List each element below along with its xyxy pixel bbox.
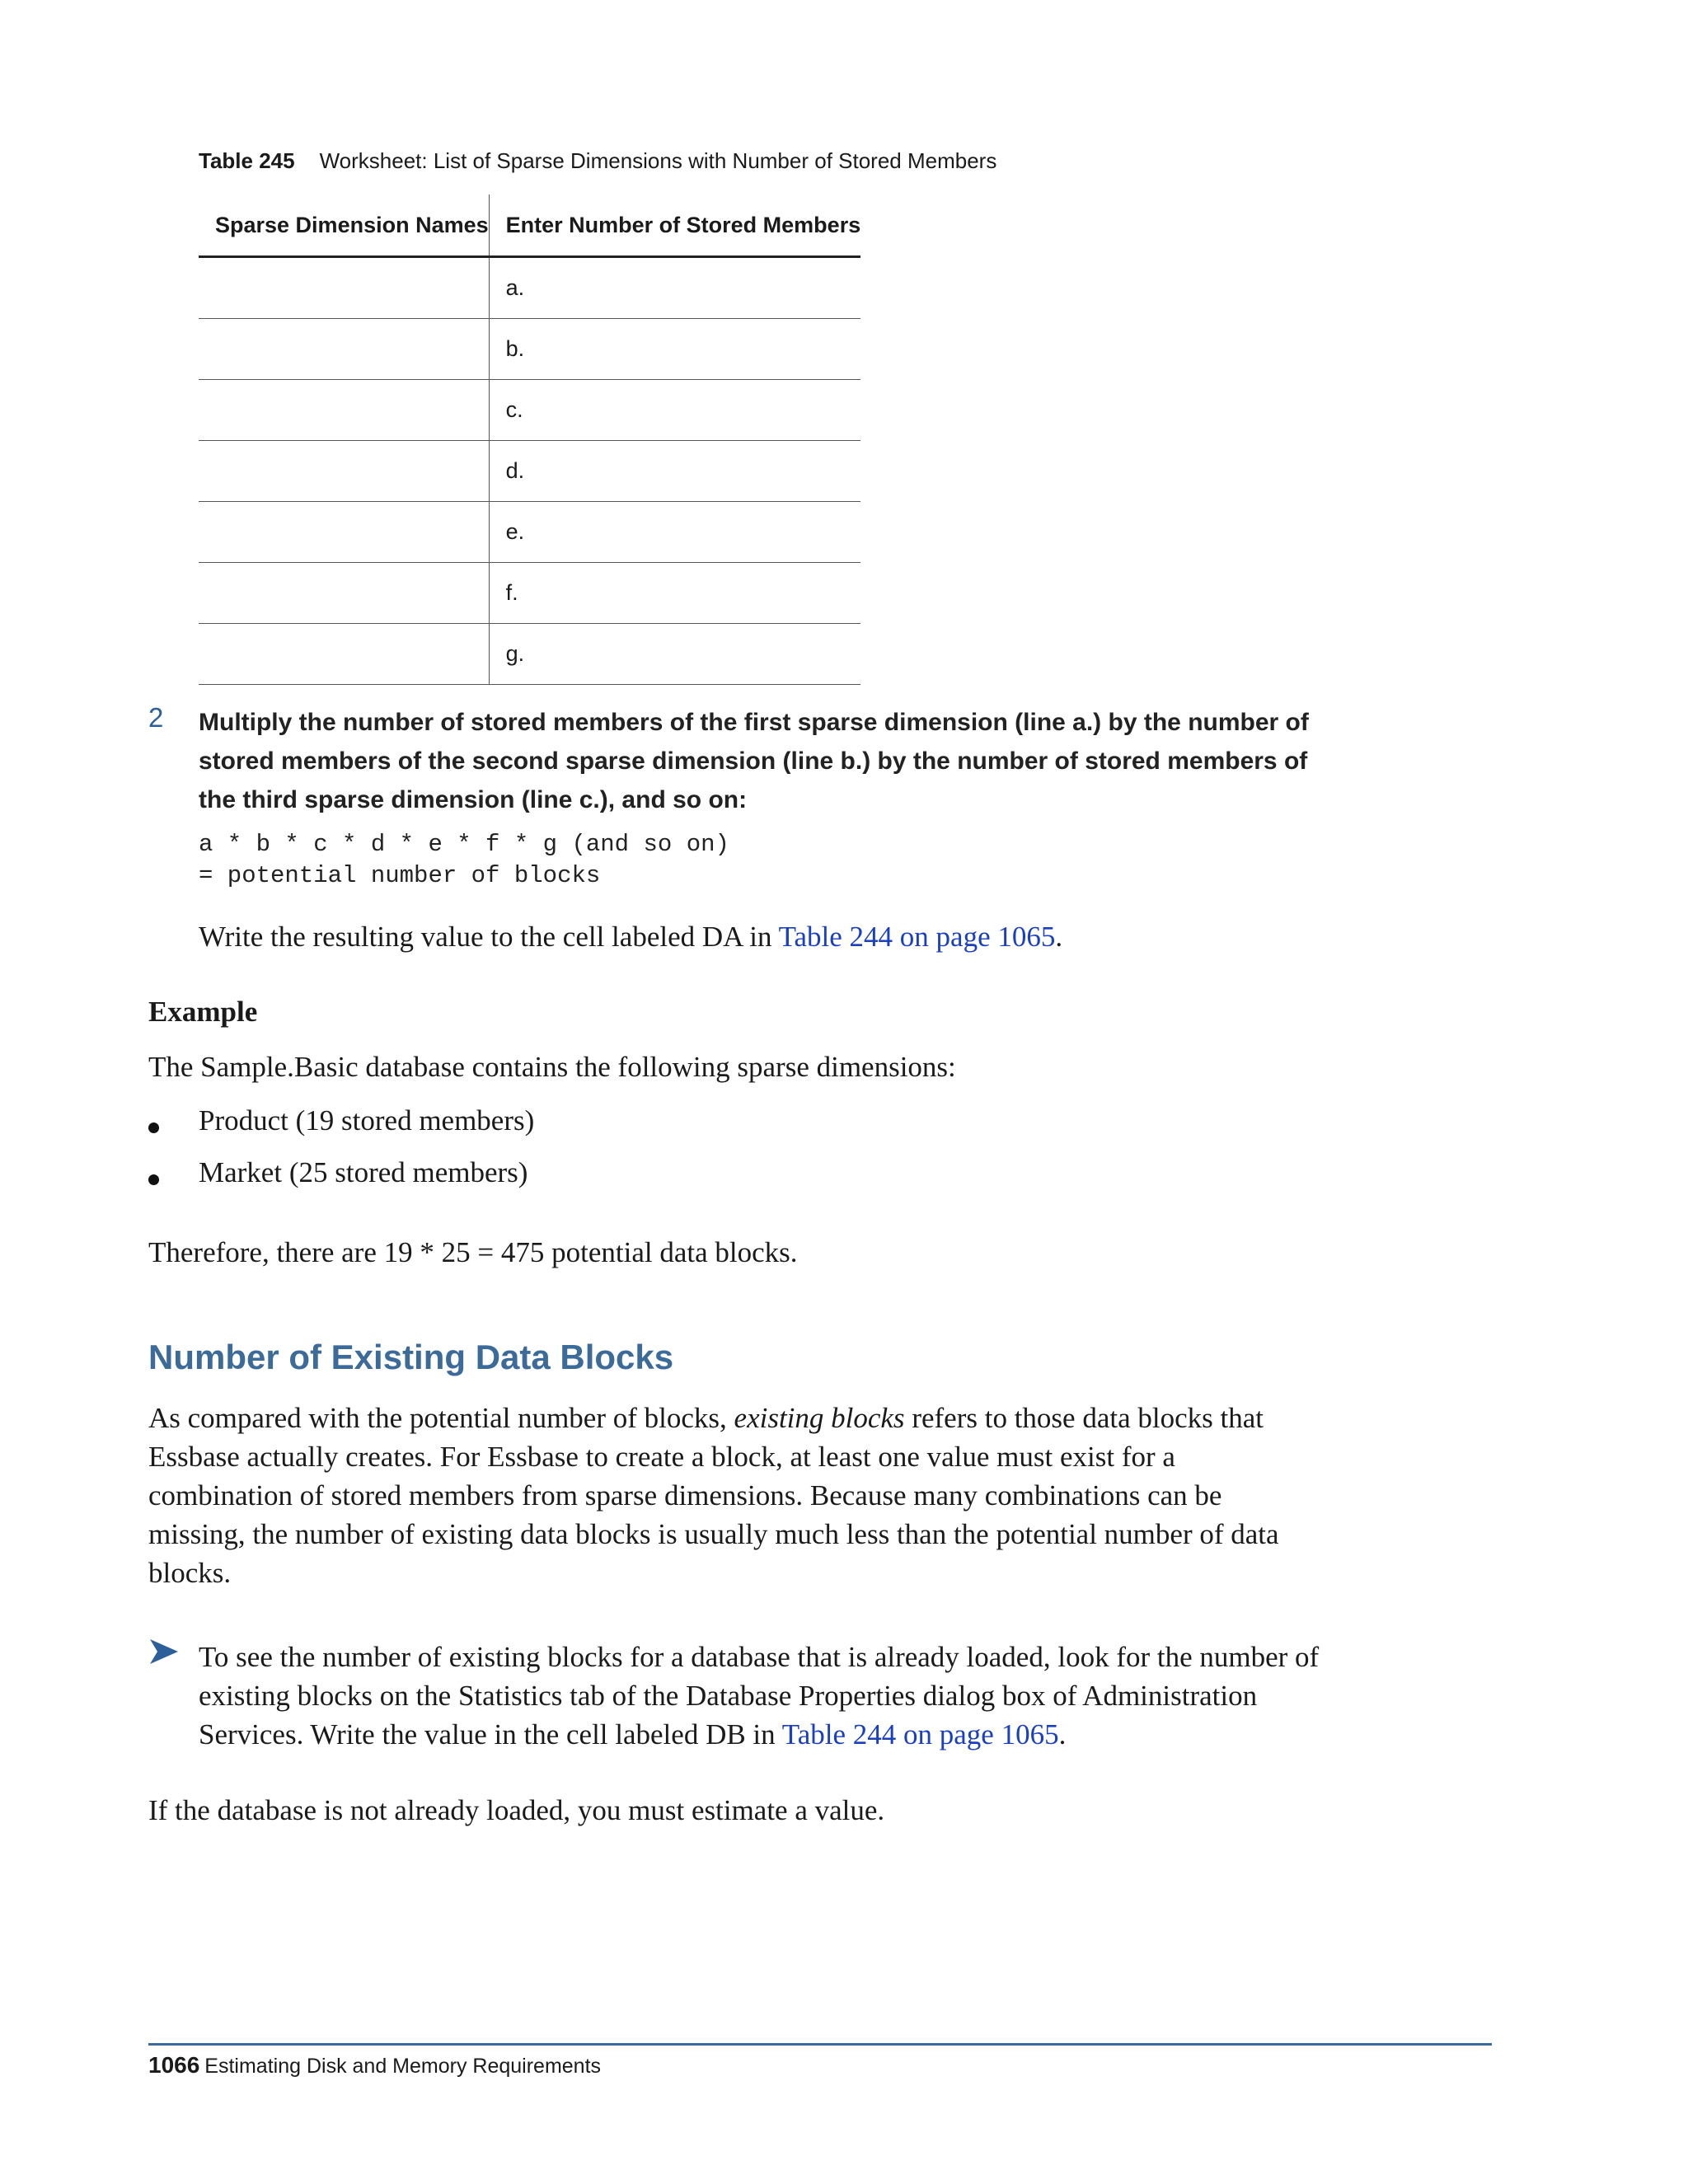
stored-members-cell: f. bbox=[489, 563, 860, 624]
stored-members-cell: b. bbox=[489, 319, 860, 380]
final-paragraph: If the database is not already loaded, you must estimate a value. bbox=[148, 1794, 885, 1826]
stored-members-cell: d. bbox=[489, 441, 860, 502]
table-row bbox=[199, 257, 860, 319]
example-intro: The Sample.Basic database contains the following sparse dimensions: bbox=[148, 1051, 956, 1083]
table-title: Worksheet: List of Sparse Dimensions with Number of Stored Members bbox=[319, 148, 997, 173]
table-row bbox=[199, 319, 860, 380]
dimension-name-cell bbox=[199, 319, 489, 380]
existing-blocks-term: existing blocks bbox=[734, 1402, 905, 1434]
table-244-link[interactable]: Table 244 on page 1065 bbox=[778, 921, 1056, 953]
dimension-name-cell bbox=[199, 441, 489, 502]
example-heading: Example bbox=[148, 996, 258, 1028]
worksheet-table bbox=[199, 194, 861, 685]
dimension-name-cell bbox=[199, 563, 489, 624]
procedure-text bbox=[199, 1638, 1320, 1754]
stored-members-cell: c. bbox=[489, 380, 860, 441]
page-number: 1066 bbox=[148, 2052, 200, 2078]
table-244-link-2[interactable]: Table 244 on page 1065 bbox=[781, 1718, 1059, 1750]
stored-members-cell: a. bbox=[489, 257, 860, 319]
section-paragraph-start: As compared with the potential number of blocks, bbox=[148, 1402, 734, 1434]
table-header-row bbox=[199, 194, 860, 257]
dimension-name-cell bbox=[199, 380, 489, 441]
step-number: 2 bbox=[148, 702, 164, 733]
bullet-dot-icon bbox=[148, 1174, 159, 1185]
example-conclusion: Therefore, there are 19 * 25 = 475 potential data blocks. bbox=[148, 1236, 798, 1268]
dimension-name-cell bbox=[199, 502, 489, 563]
section-paragraph bbox=[148, 1399, 1319, 1592]
table-row bbox=[199, 380, 860, 441]
table-row bbox=[199, 563, 860, 624]
bullet-item-market: Market (25 stored members) bbox=[199, 1156, 528, 1188]
dimension-name-cell bbox=[199, 257, 489, 319]
write-result-text: Write the resulting value to the cell labeled DA in bbox=[199, 921, 779, 953]
procedure-text-body: To see the number of existing blocks for a database that is already loaded, look for the number of existing blocks on the Statistics tab of the Database Properties dialog box of Administration Services. Write the value in the cell labeled DB in bbox=[199, 1641, 1320, 1750]
stored-members-cell: e. bbox=[489, 502, 860, 563]
section-paragraph-rest: refers to those data blocks that Essbase actually creates. For Essbase to create a block, at least one value must exist for a combination of stored members from sparse dimensions. Because many combinations can be missing, the number of existing data blocks is usually much less than the potential number of data blocks. bbox=[148, 1402, 1279, 1589]
formula-code-block: a * b * c * d * e * f * g (and so on) = potential number of blocks bbox=[199, 831, 729, 889]
table-row bbox=[199, 502, 860, 563]
bullet-dot-icon bbox=[148, 1122, 159, 1133]
column-header-dimension-names: Sparse Dimension Names bbox=[199, 194, 489, 257]
section-heading: Number of Existing Data Blocks bbox=[148, 1338, 674, 1376]
procedure-arrow-icon bbox=[148, 1638, 180, 1666]
write-result-period: . bbox=[1055, 921, 1063, 953]
table-row bbox=[199, 441, 860, 502]
footer-divider bbox=[148, 2043, 1492, 2046]
dimension-name-cell bbox=[199, 624, 489, 685]
table-row bbox=[199, 624, 860, 685]
page-footer bbox=[148, 2052, 601, 2079]
table-number: Table 245 bbox=[199, 148, 295, 173]
column-header-stored-members: Enter Number of Stored Members bbox=[489, 194, 860, 257]
step-instruction: Multiply the number of stored members of the first sparse dimension (line a.) by the number of stored members of the second sparse dimension (line b.) by the number of stored members of the third sparse dimension (line c.), and so on: bbox=[199, 709, 1309, 813]
stored-members-cell: g. bbox=[489, 624, 860, 685]
procedure-text-period: . bbox=[1058, 1718, 1067, 1750]
bullet-item-product: Product (19 stored members) bbox=[199, 1104, 535, 1137]
write-result-paragraph bbox=[199, 918, 1062, 956]
chapter-title: Estimating Disk and Memory Requirements bbox=[204, 2055, 602, 2078]
table-caption bbox=[199, 148, 996, 174]
